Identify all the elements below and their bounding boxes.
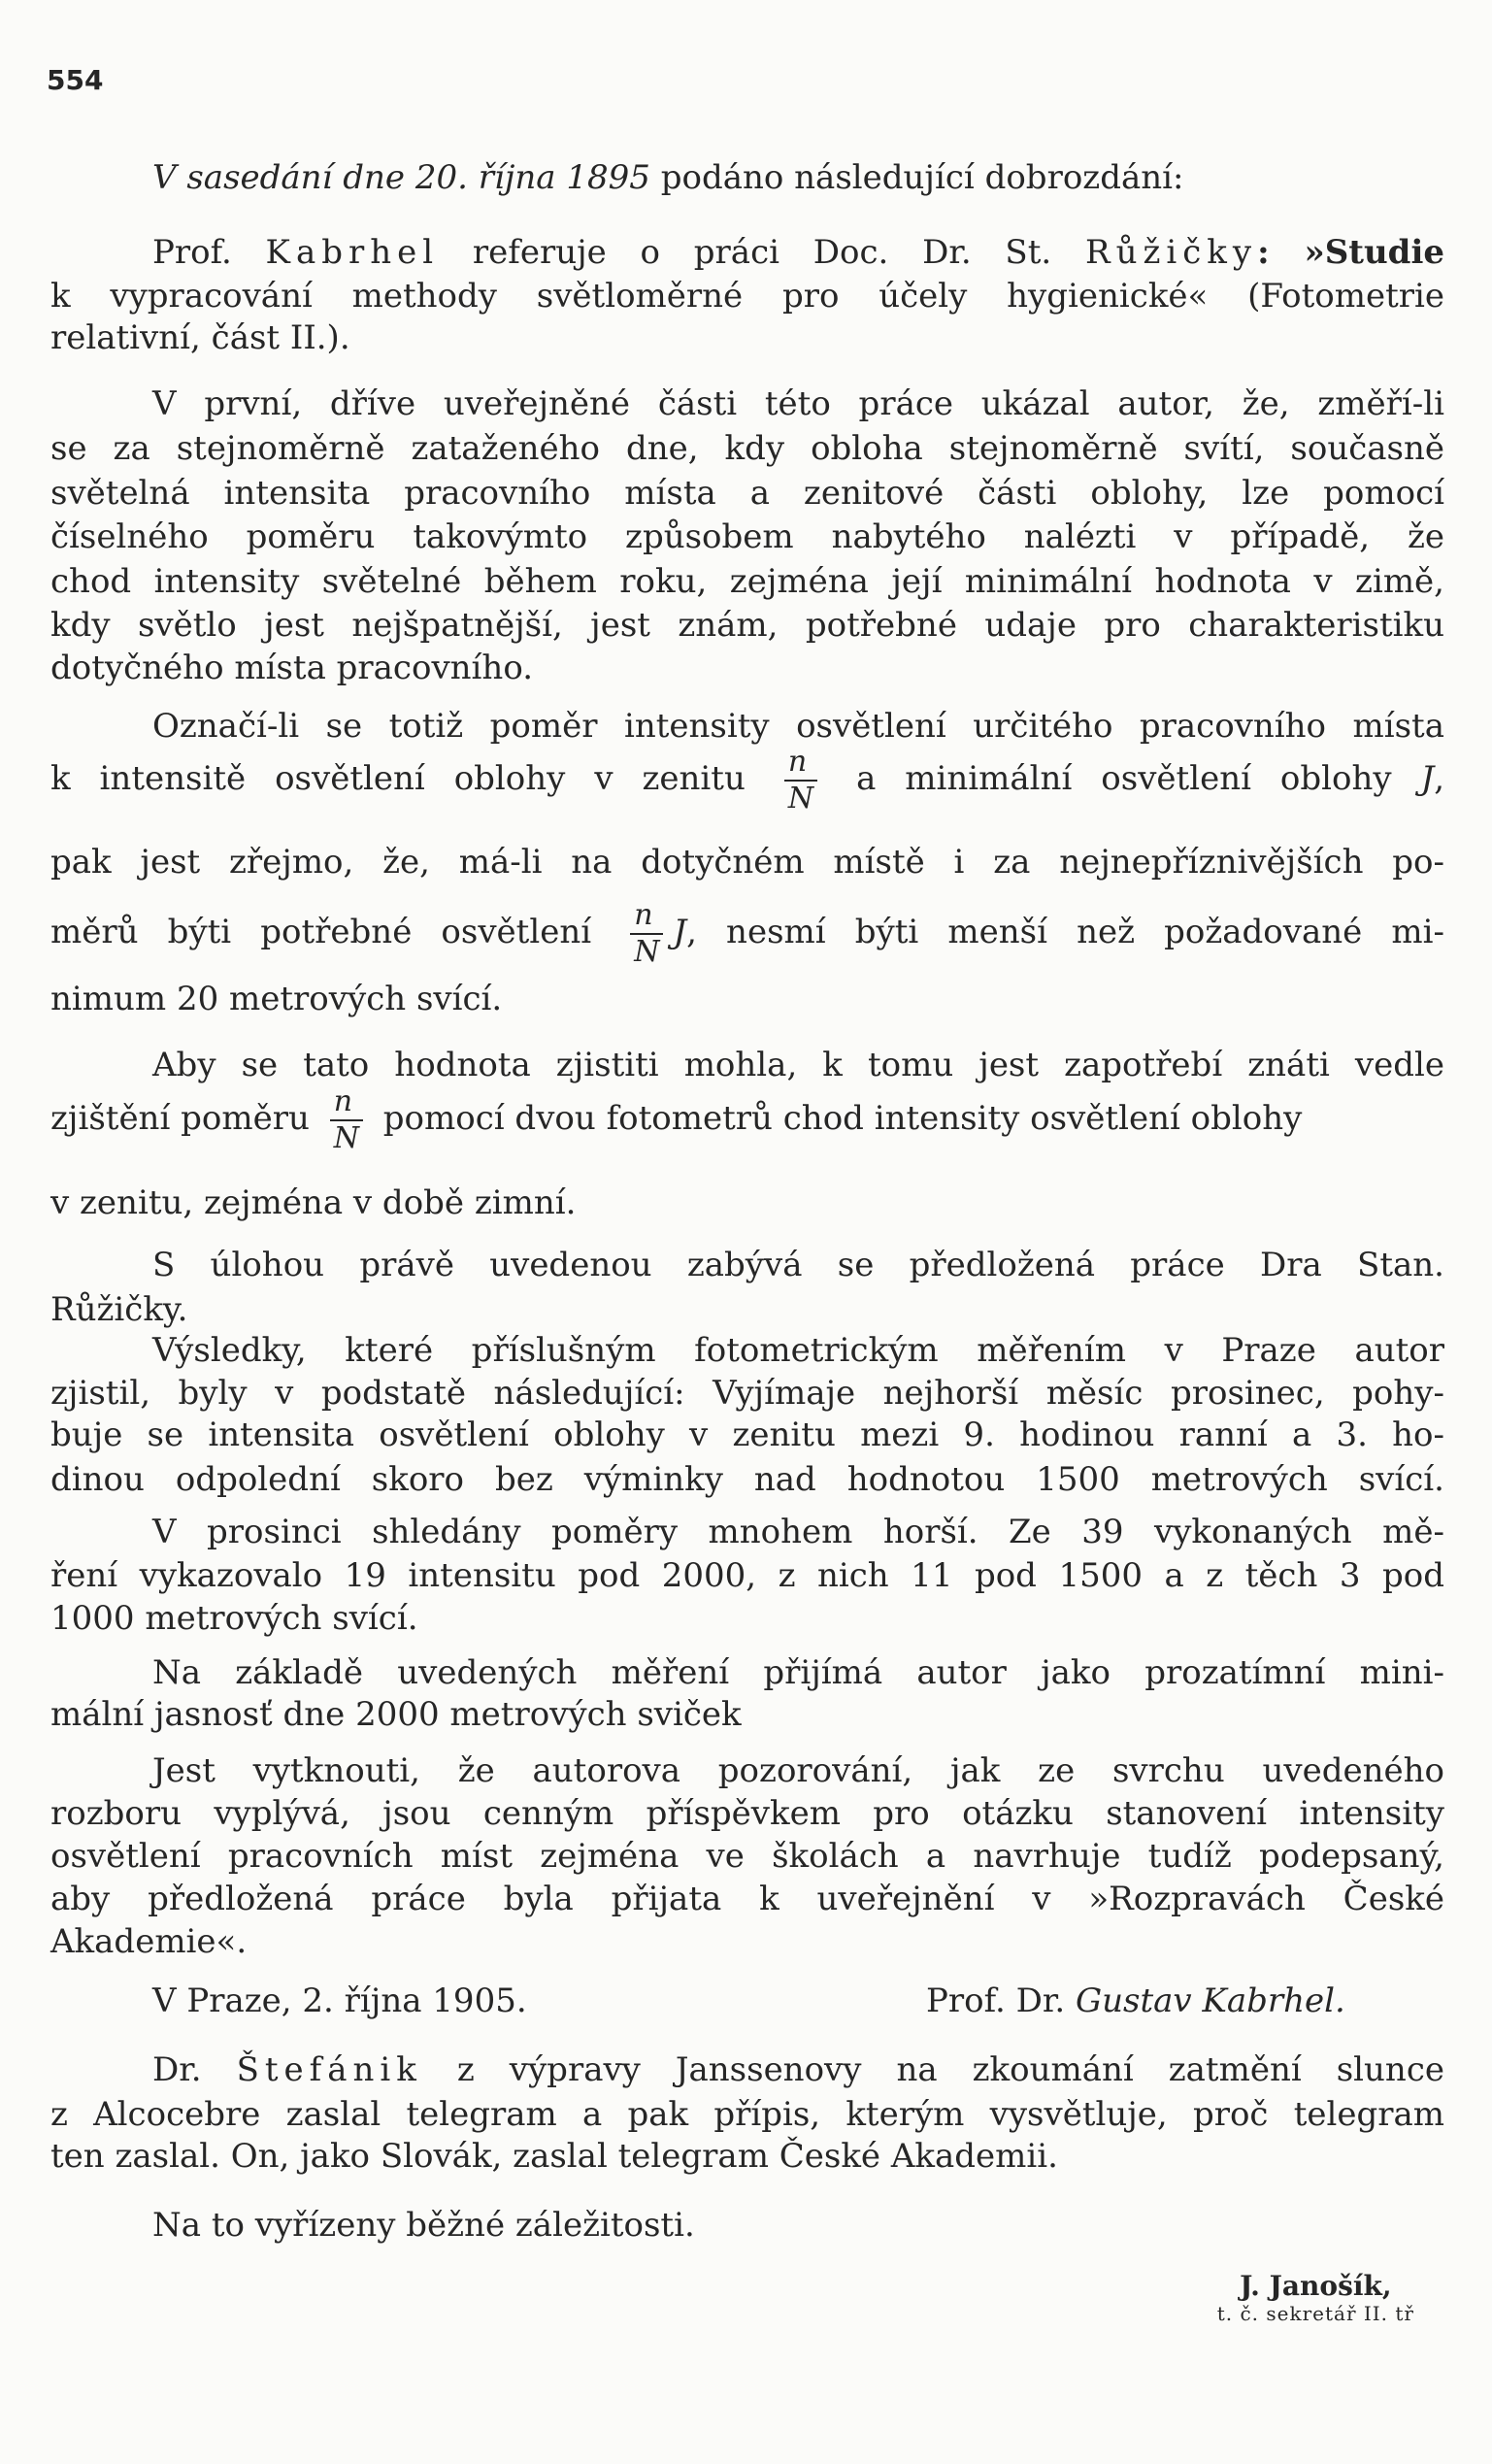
review-p8-line-2: mální jasnosť dne 2000 metrových sviček bbox=[50, 1695, 742, 1734]
meeting-date: V sasedání dne 20. října 1895 bbox=[152, 158, 650, 197]
closing-line: Na to vyřízeny běžné záležitosti. bbox=[152, 2206, 695, 2245]
review-p4-line-1: Aby se tato hodnota zjistiti mohla, k tomu jest zapotřebí znáti vedle bbox=[152, 1046, 1444, 1084]
review-p2-line-4: číselného poměru takovýmto způsobem nabytého nalézti v případě, že bbox=[50, 517, 1444, 556]
fraction-n-over-N: $\frac{n}{N}$ bbox=[330, 1087, 363, 1153]
review-p1-line-2: k vypracování methody světloměrné pro účely hygienické« (Fotometrie bbox=[50, 277, 1444, 316]
review-p3-line-1: Označí-li se totiž poměr intensity osvětlení určitého pracovního místa bbox=[152, 707, 1444, 746]
review-p6-line-4: dinou odpolední skoro bez výminky nad hodnotou 1500 metrových svící. bbox=[50, 1460, 1444, 1499]
review-p4-line-3: v zenitu, zejména v době zimní. bbox=[50, 1183, 577, 1222]
author-name: Růžičky bbox=[1084, 233, 1258, 272]
stefanik-line-1: Dr. Štefánik z výpravy Janssenovy na zkoumání zatmění slunce bbox=[152, 2050, 1444, 2089]
review-p9-line-5: Akademie«. bbox=[50, 1922, 248, 1961]
review-p6-line-3: buje se intensita osvětlení oblohy v zenitu mezi 9. hodinou ranní a 3. ho- bbox=[50, 1415, 1444, 1454]
review-p5-line-1: S úlohou právě uvedenou zabývá se předložená práce Dra Stan. bbox=[152, 1246, 1444, 1284]
fraction-n-over-N: $\frac{n}{N}$ bbox=[630, 901, 663, 967]
review-p7-line-3: 1000 metrových svící. bbox=[50, 1599, 418, 1638]
meeting-rest: podáno následující dobrozdání: bbox=[649, 158, 1184, 197]
review-p3-line-4: měrů býti potřebné osvětlení $\frac{n}{N}$ J, nesmí býti menší než požadované mi- bbox=[50, 898, 1444, 969]
review-p4-line-2: zjištění poměru $\frac{n}{N}$ pomocí dvou fotometrů chod intensity osvětlení oblohy bbox=[50, 1084, 1303, 1155]
stefanik-name: Štefánik bbox=[236, 2050, 422, 2089]
secretary-role: t. č. sekretář II. tř bbox=[1216, 2302, 1414, 2325]
place-date: V Praze, 2. října 1905. bbox=[152, 1981, 527, 2020]
review-p9-line-4: aby předložená práce byla přijata k uveřejnění v »Rozpravách České bbox=[50, 1880, 1444, 1918]
stefanik-line-2: z Alcocebre zaslal telegram a pak přípis, kterým vysvětluje, proč telegram bbox=[50, 2095, 1444, 2134]
review-p2-line-6: kdy světlo jest nejšpatnější, jest znám, potřebné udaje pro charakteristiku bbox=[50, 606, 1444, 645]
reviewer-signature: Prof. Dr. Gustav Kabrhel. bbox=[926, 1981, 1345, 2020]
review-p7-line-2: ření vykazovalo 19 intensitu pod 2000, z nich 11 pod 1500 a z těch 3 pod bbox=[50, 1556, 1444, 1595]
stefanik-line-3: ten zaslal. On, jako Slovák, zaslal telegram České Akademii. bbox=[50, 2137, 1058, 2176]
fraction-n-over-N: $\frac{n}{N}$ bbox=[784, 748, 817, 814]
review-p6-line-1: Výsledky, které příslušným fotometrickým měřením v Praze autor bbox=[152, 1331, 1444, 1370]
symbol-j: J bbox=[1420, 759, 1435, 798]
meeting-line bbox=[50, 158, 1444, 197]
symbol-j: J bbox=[673, 913, 687, 951]
review-p9-line-1: Jest vytknouti, že autorova pozorování, jak ze svrchu uvedeného bbox=[152, 1751, 1444, 1790]
review-p9-line-3: osvětlení pracovních míst zejména ve školách a navrhuje tudíž podepsaný, bbox=[50, 1837, 1444, 1876]
review-p3-line-2: k intensitě osvětlení oblohy v zenitu $\frac{n}{N}$ a minimální osvětlení oblohy J, bbox=[50, 745, 1445, 816]
review-p1-line-3: relativní, část II.). bbox=[50, 318, 350, 357]
review-p2-line-1: V první, dříve uveřejněné části této práce ukázal autor, že, změří-li bbox=[152, 384, 1444, 423]
review-p5-line-2: Růžičky. bbox=[50, 1290, 188, 1329]
review-p2-line-5: chod intensity světelné během roku, zejména její minimální hodnota v zimě, bbox=[50, 562, 1444, 601]
review-p6-line-2: zjistil, byly v podstatě následující: Vyjímaje nejhorší měsíc prosinec, pohy- bbox=[50, 1374, 1444, 1413]
secretary-name: J. Janošík, bbox=[1240, 2270, 1392, 2302]
review-p2-line-2: se za stejnoměrně zataženého dne, kdy obloha stejnoměrně svítí, současně bbox=[50, 429, 1444, 468]
review-p9-line-2: rozboru vyplývá, jsou cenným příspěvkem pro otázku stanovení intensity bbox=[50, 1794, 1444, 1833]
review-p1-line-1: Prof. Kabrhel referuje o práci Doc. Dr. St. Růžičky: »Studie bbox=[152, 233, 1444, 272]
review-p3-line-3: pak jest zřejmo, že, má-li na dotyčném místě i za nejnepříznivějších po- bbox=[50, 843, 1444, 882]
review-p2-line-7: dotyčného místa pracovního. bbox=[50, 649, 534, 687]
review-p8-line-1: Na základě uvedených měření přijímá autor jako prozatímní mini- bbox=[152, 1653, 1444, 1692]
review-p7-line-1: V prosinci shledány poměry mnohem horší. Ze 39 vykonaných mě- bbox=[152, 1513, 1444, 1551]
review-p2-line-3: světelná intensita pracovního místa a zenitové části oblohy, lze pomocí bbox=[50, 474, 1444, 513]
review-signature-line bbox=[50, 1981, 1444, 2020]
secretary-signature bbox=[1217, 2270, 1414, 2325]
page-number: 554 bbox=[47, 64, 104, 96]
reviewer-name: Kabrhel bbox=[265, 233, 440, 272]
review-p3-line-5: nimum 20 metrových svící. bbox=[50, 980, 503, 1018]
